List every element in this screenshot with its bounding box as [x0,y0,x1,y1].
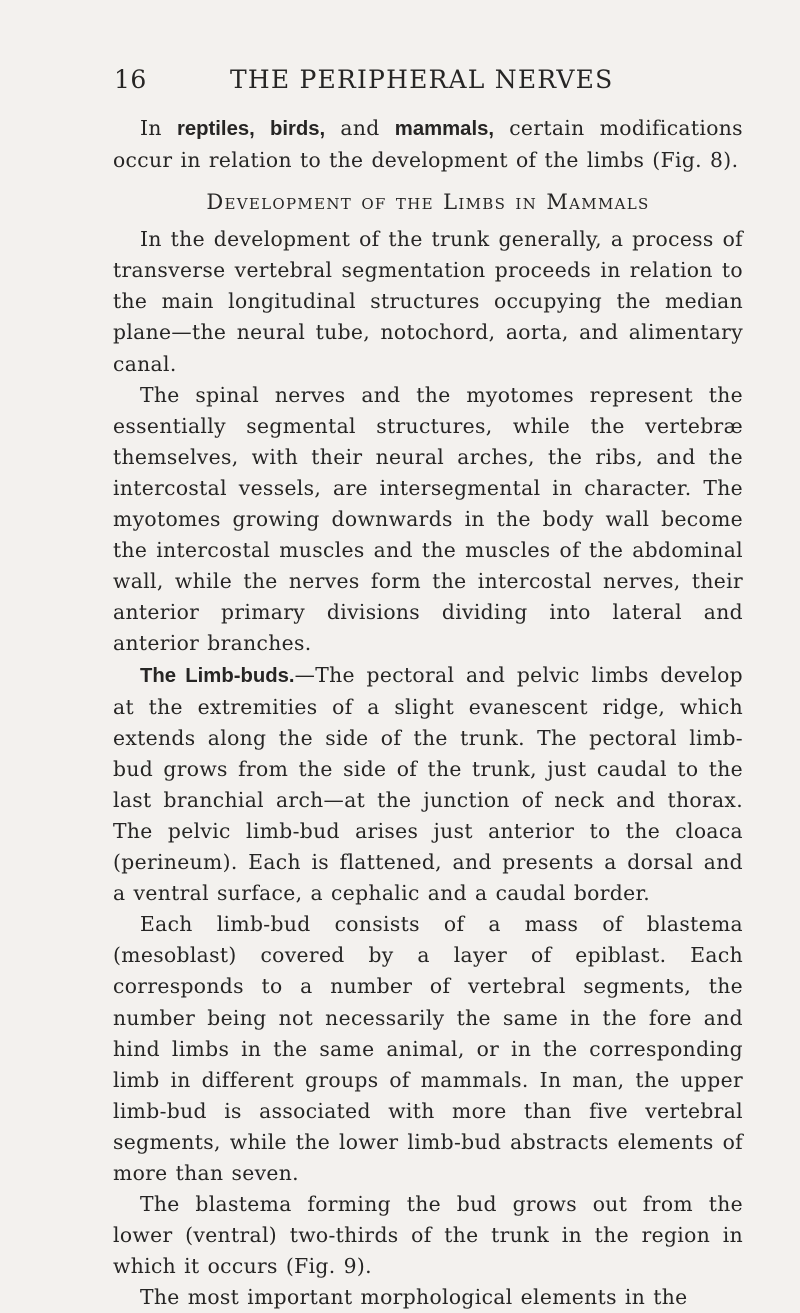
intro-lead: In [140,116,162,140]
paragraph-blastema-growth: The blastema forming the bud grows out from the lower (ventral) two-thirds of the trunk in the region in which it occurs (Fig. 9). [113,1192,743,1279]
intro-and: and [340,116,380,140]
intro-term-birds: birds, [269,118,326,140]
running-head [114,60,744,100]
limb-buds-heading: The Limb-buds. [140,664,295,687]
intro-term-reptiles: reptiles, [176,118,255,140]
section-heading: Development of the Limbs in Mammals [206,190,650,215]
page-number: 16 [114,65,147,94]
intro-term-mammals: mammals, [394,118,495,140]
intro-paragraph [113,113,743,176]
paragraph-morphological-elements: The most important morphological elements in the [140,1285,688,1310]
running-title: THE PERIPHERAL NERVES [230,65,614,94]
intro-rest: certain modifications occur in relation to the development of the limbs (Fig. 8). [113,116,743,173]
paragraph-trunk-development: In the development of the trunk generally, a process of transverse vertebral segmentation proceeds in relation to the main longitudinal structures occupying the median plane—the neural tube, notochord, aorta, and alimentary canal. [113,227,743,376]
paragraph-blastema-mass: Each limb-bud consists of a mass of blastema (mesoblast) covered by a layer of epiblast. Each corresponds to a number of vertebral segments, the number being not necessarily the same in the fore and hind limbs in the same animal, or in the corresponding limb in different groups of mammals. In man, the upper limb-bud is associated with more than five vertebral segments, while the lower limb-bud abstracts elements of more than seven. [113,912,743,1185]
paragraph-segmental-structures: The spinal nerves and the myotomes represent the essentially segmental structures, while the vertebræ themselves, with their neural arches, the ribs, and the intercostal vessels, are intersegmental in character. The myotomes growing downwards in the body wall become the intercostal muscles and the muscles of the abdominal wall, while the nerves form the intercostal nerves, their anterior primary divisions dividing into lateral and anterior branches. [113,382,743,656]
limb-buds-text: —The pectoral and pelvic limbs develop at the extremities of a slight evanescent ridge, which extends along the side of the trunk. The pectoral limb-bud grows from the side of the trunk, just caudal to the last branchial arch—at the junction of neck and thorax. The pelvic limb-bud arises just anterior to the cloaca (perineum). Each is flattened, and presents a dorsal and a ventral surface, a cephalic and a caudal border. [113,662,743,906]
body-text [113,113,743,1313]
paragraph-limb-buds [113,660,743,910]
